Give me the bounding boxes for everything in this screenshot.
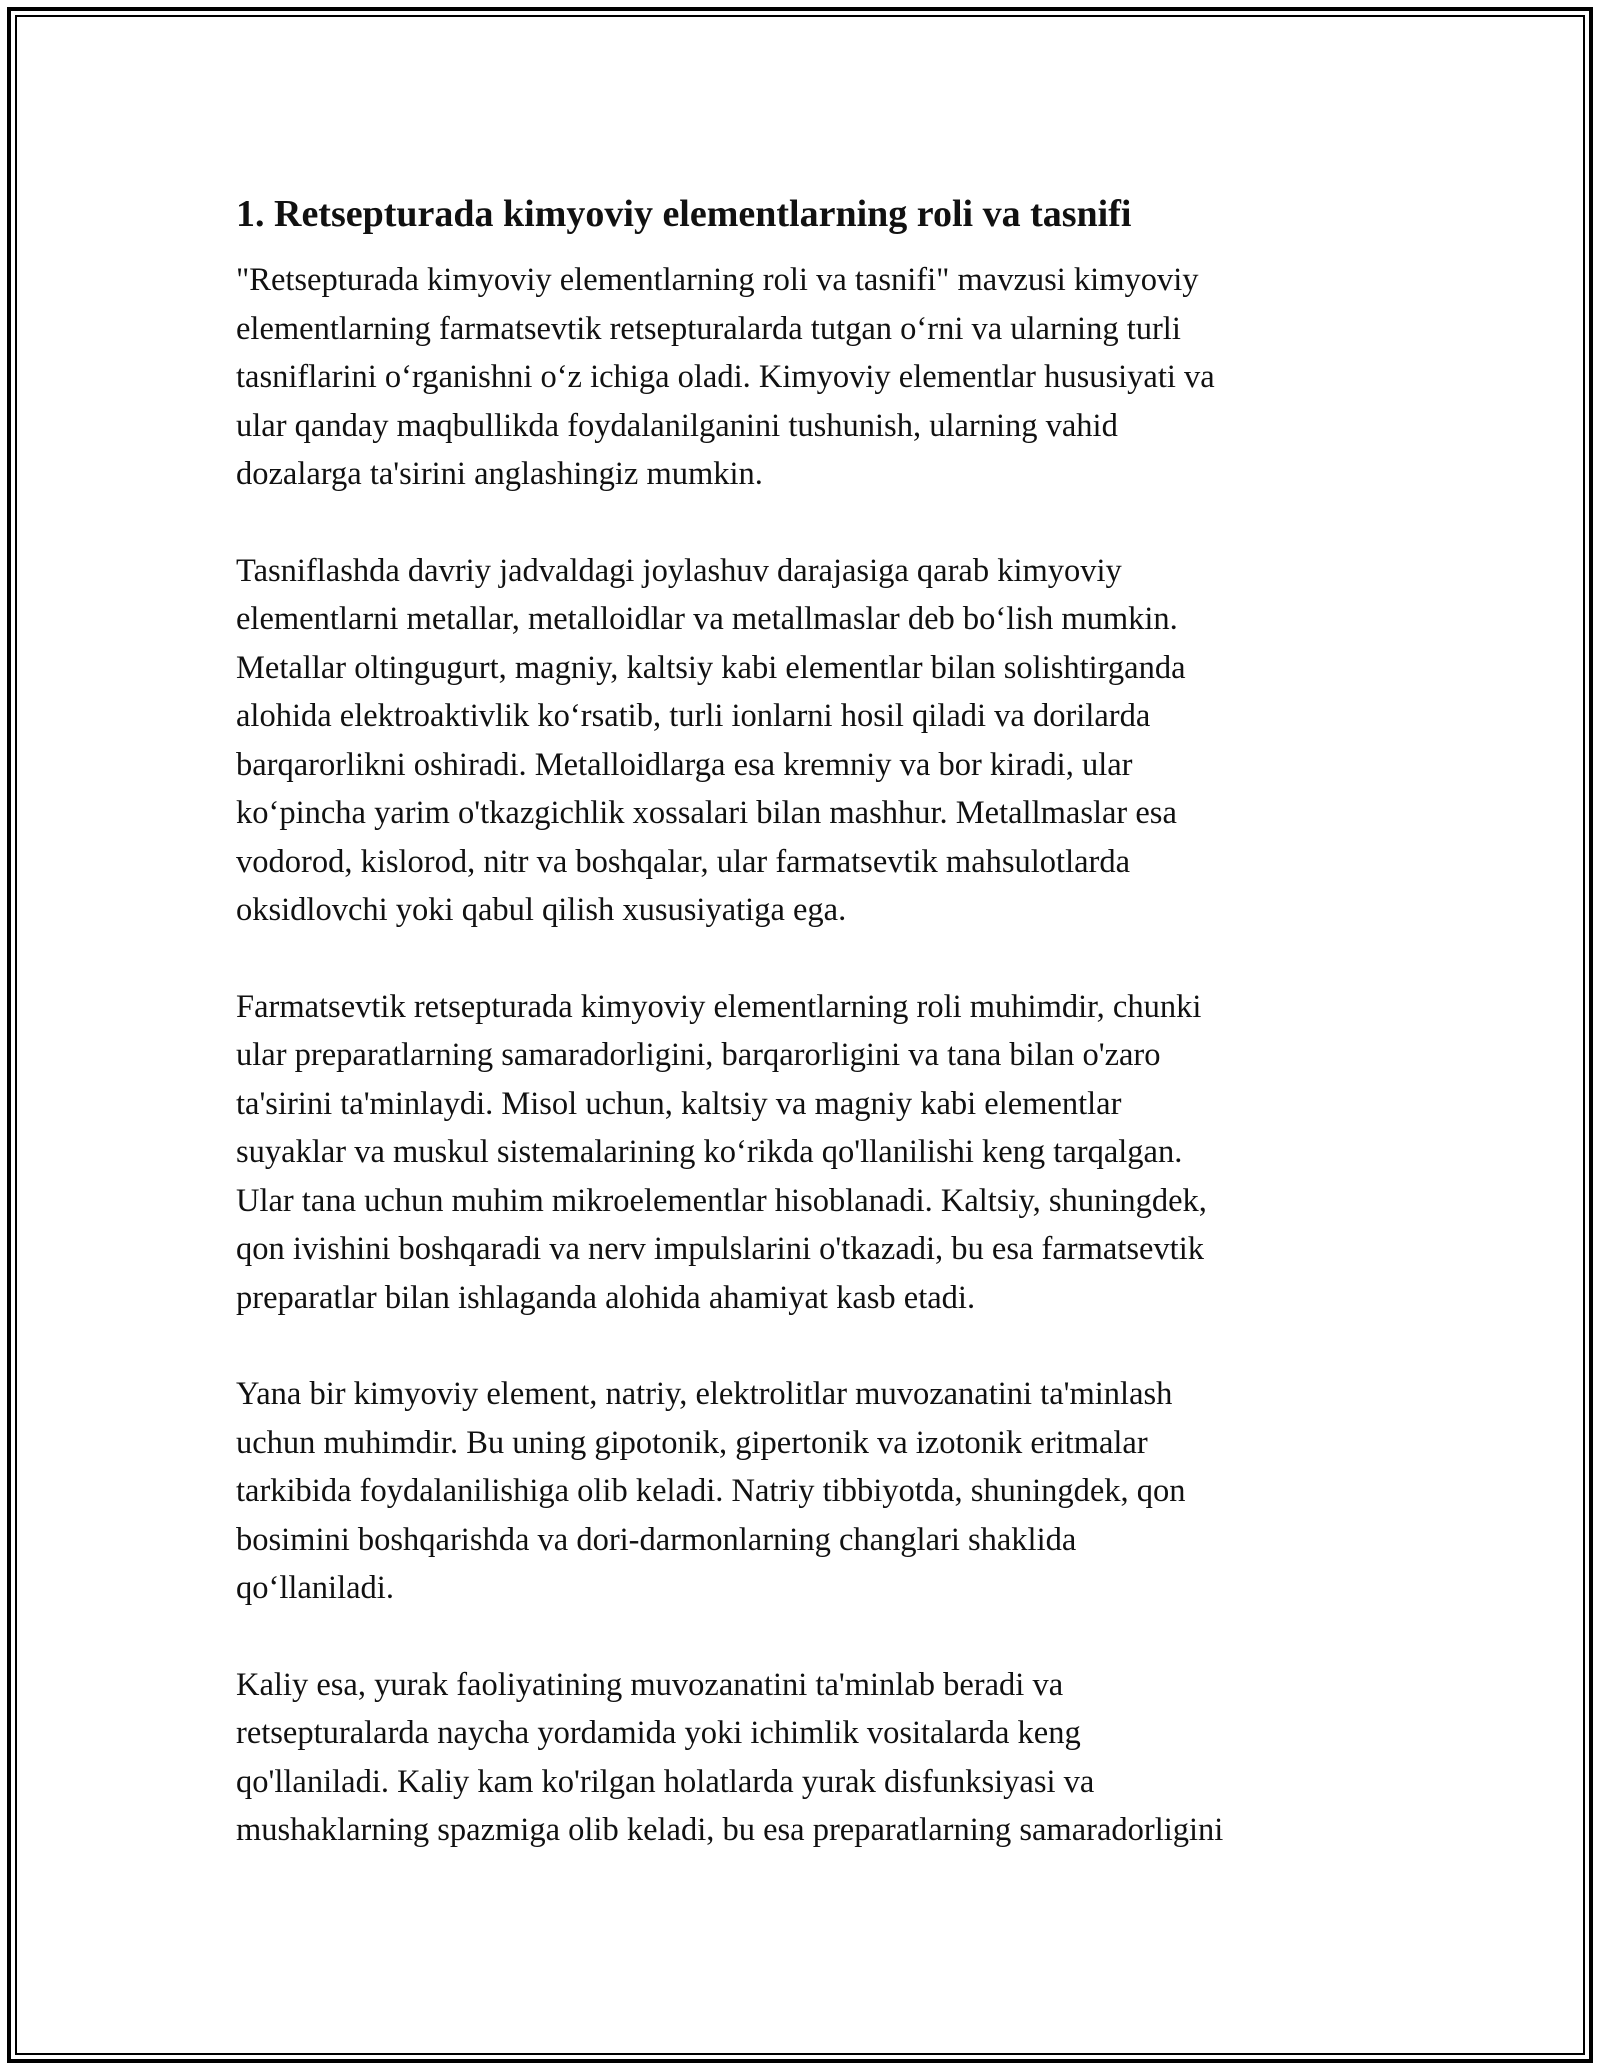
paragraph-line: mushaklarning spazmiga olib keladi, bu esa preparatlarning samaradorligini	[236, 1812, 1224, 1848]
paragraph-line: dozalarga ta'sirini anglashingiz mumkin.	[236, 456, 763, 492]
paragraph-list	[236, 256, 1366, 1855]
document-body	[236, 186, 1366, 1903]
paragraph-5	[236, 1661, 1366, 1855]
paragraph-line: Farmatsevtik retsepturada kimyoviy elementlarning roli muhimdir, chunki	[236, 988, 1202, 1025]
paragraph-line: qo'llaniladi. Kaliy kam ko'rilgan holatlarda yurak disfunksiyasi va	[236, 1763, 1095, 1800]
paragraph-line: alohida elektroaktivlik ko‘rsatib, turli ionlarni hosil qiladi va dorilarda	[236, 698, 1151, 734]
paragraph-line: oksidlovchi yoki qabul qilish xususiyatiga ega.	[236, 892, 847, 928]
paragraph-line: suyaklar va muskul sistemalarining ko‘rikda qo'llanilishi keng tarqalgan.	[236, 1134, 1183, 1170]
paragraph-line: "Retsepturada kimyoviy elementlarning roli va tasnifi" mavzusi kimyoviy	[236, 262, 1199, 298]
paragraph-line: qon ivishini boshqaradi va nerv impulslarini o'tkazadi, bu esa farmatsevtik	[236, 1231, 1204, 1267]
paragraph-4	[236, 1370, 1366, 1613]
paragraph-line: preparatlar bilan ishlaganda alohida ahamiyat kasb etadi.	[236, 1279, 976, 1316]
paragraph-line: tasniflarini o‘rganishni o‘z ichiga oladi. Kimyoviy elementlar hususiyati va	[236, 359, 1215, 395]
paragraph-line: retsepturalarda naycha yordamida yoki ichimlik vositalarda keng	[236, 1715, 1081, 1751]
paragraph-line: bosimini boshqarishda va dori-darmonlarning changlari shaklida	[236, 1521, 1077, 1558]
paragraph-line: ular preparatlarning samaradorligini, barqarorligini va tana bilan o'zaro	[236, 1037, 1161, 1073]
paragraph-line: tarkibida foydalanilishiga olib keladi. Natriy tibbiyotda, shuningdek, qon	[236, 1473, 1186, 1509]
paragraph-line: Kaliy esa, yurak faoliyatining muvozanatini ta'minlab beradi va	[236, 1666, 1064, 1703]
paragraph-line: Metallar oltingugurt, magniy, kaltsiy kabi elementlar bilan solishtirganda	[236, 649, 1186, 686]
paragraph-line: Yana bir kimyoviy element, natriy, elektrolitlar muvozanatini ta'minlash	[236, 1376, 1173, 1412]
paragraph-line: elementlarni metallar, metalloidlar va metallmaslar deb bo‘lish mumkin.	[236, 601, 1178, 637]
paragraph-1	[236, 256, 1366, 499]
section-heading: 1. Retsepturada kimyoviy elementlarning roli va tasnifi	[236, 193, 1132, 235]
paragraph-line: vodorod, kislorod, nitr va boshqalar, ular farmatsevtik mahsulotlarda	[236, 843, 1131, 880]
paragraph-line: qo‘llaniladi.	[236, 1570, 394, 1606]
paragraph-line: elementlarning farmatsevtik retsepturalarda tutgan o‘rni va ularning turli	[236, 310, 1181, 347]
paragraph-line: barqarorlikni oshiradi. Metalloidlarga esa kremniy va bor kiradi, ular	[236, 746, 1133, 783]
paragraph-line: Ular tana uchun muhim mikroelementlar hisoblanadi. Kaltsiy, shuningdek,	[236, 1182, 1207, 1219]
paragraph-3	[236, 983, 1366, 1323]
paragraph-2	[236, 547, 1366, 935]
paragraph-line: ko‘pincha yarim o'tkazgichlik xossalari bilan mashhur. Metallmaslar esa	[236, 795, 1177, 831]
paragraph-line: uchun muhimdir. Bu uning gipotonik, gipertonik va izotonik eritmalar	[236, 1424, 1148, 1461]
paragraph-line: ta'sirini ta'minlaydi. Misol uchun, kaltsiy va magniy kabi elementlar	[236, 1085, 1122, 1122]
paragraph-line: Tasniflashda davriy jadvaldagi joylashuv darajasiga qarab kimyoviy	[236, 552, 1122, 589]
paragraph-line: ular qanday maqbullikda foydalanilganini tushunish, ularning vahid	[236, 407, 1118, 444]
